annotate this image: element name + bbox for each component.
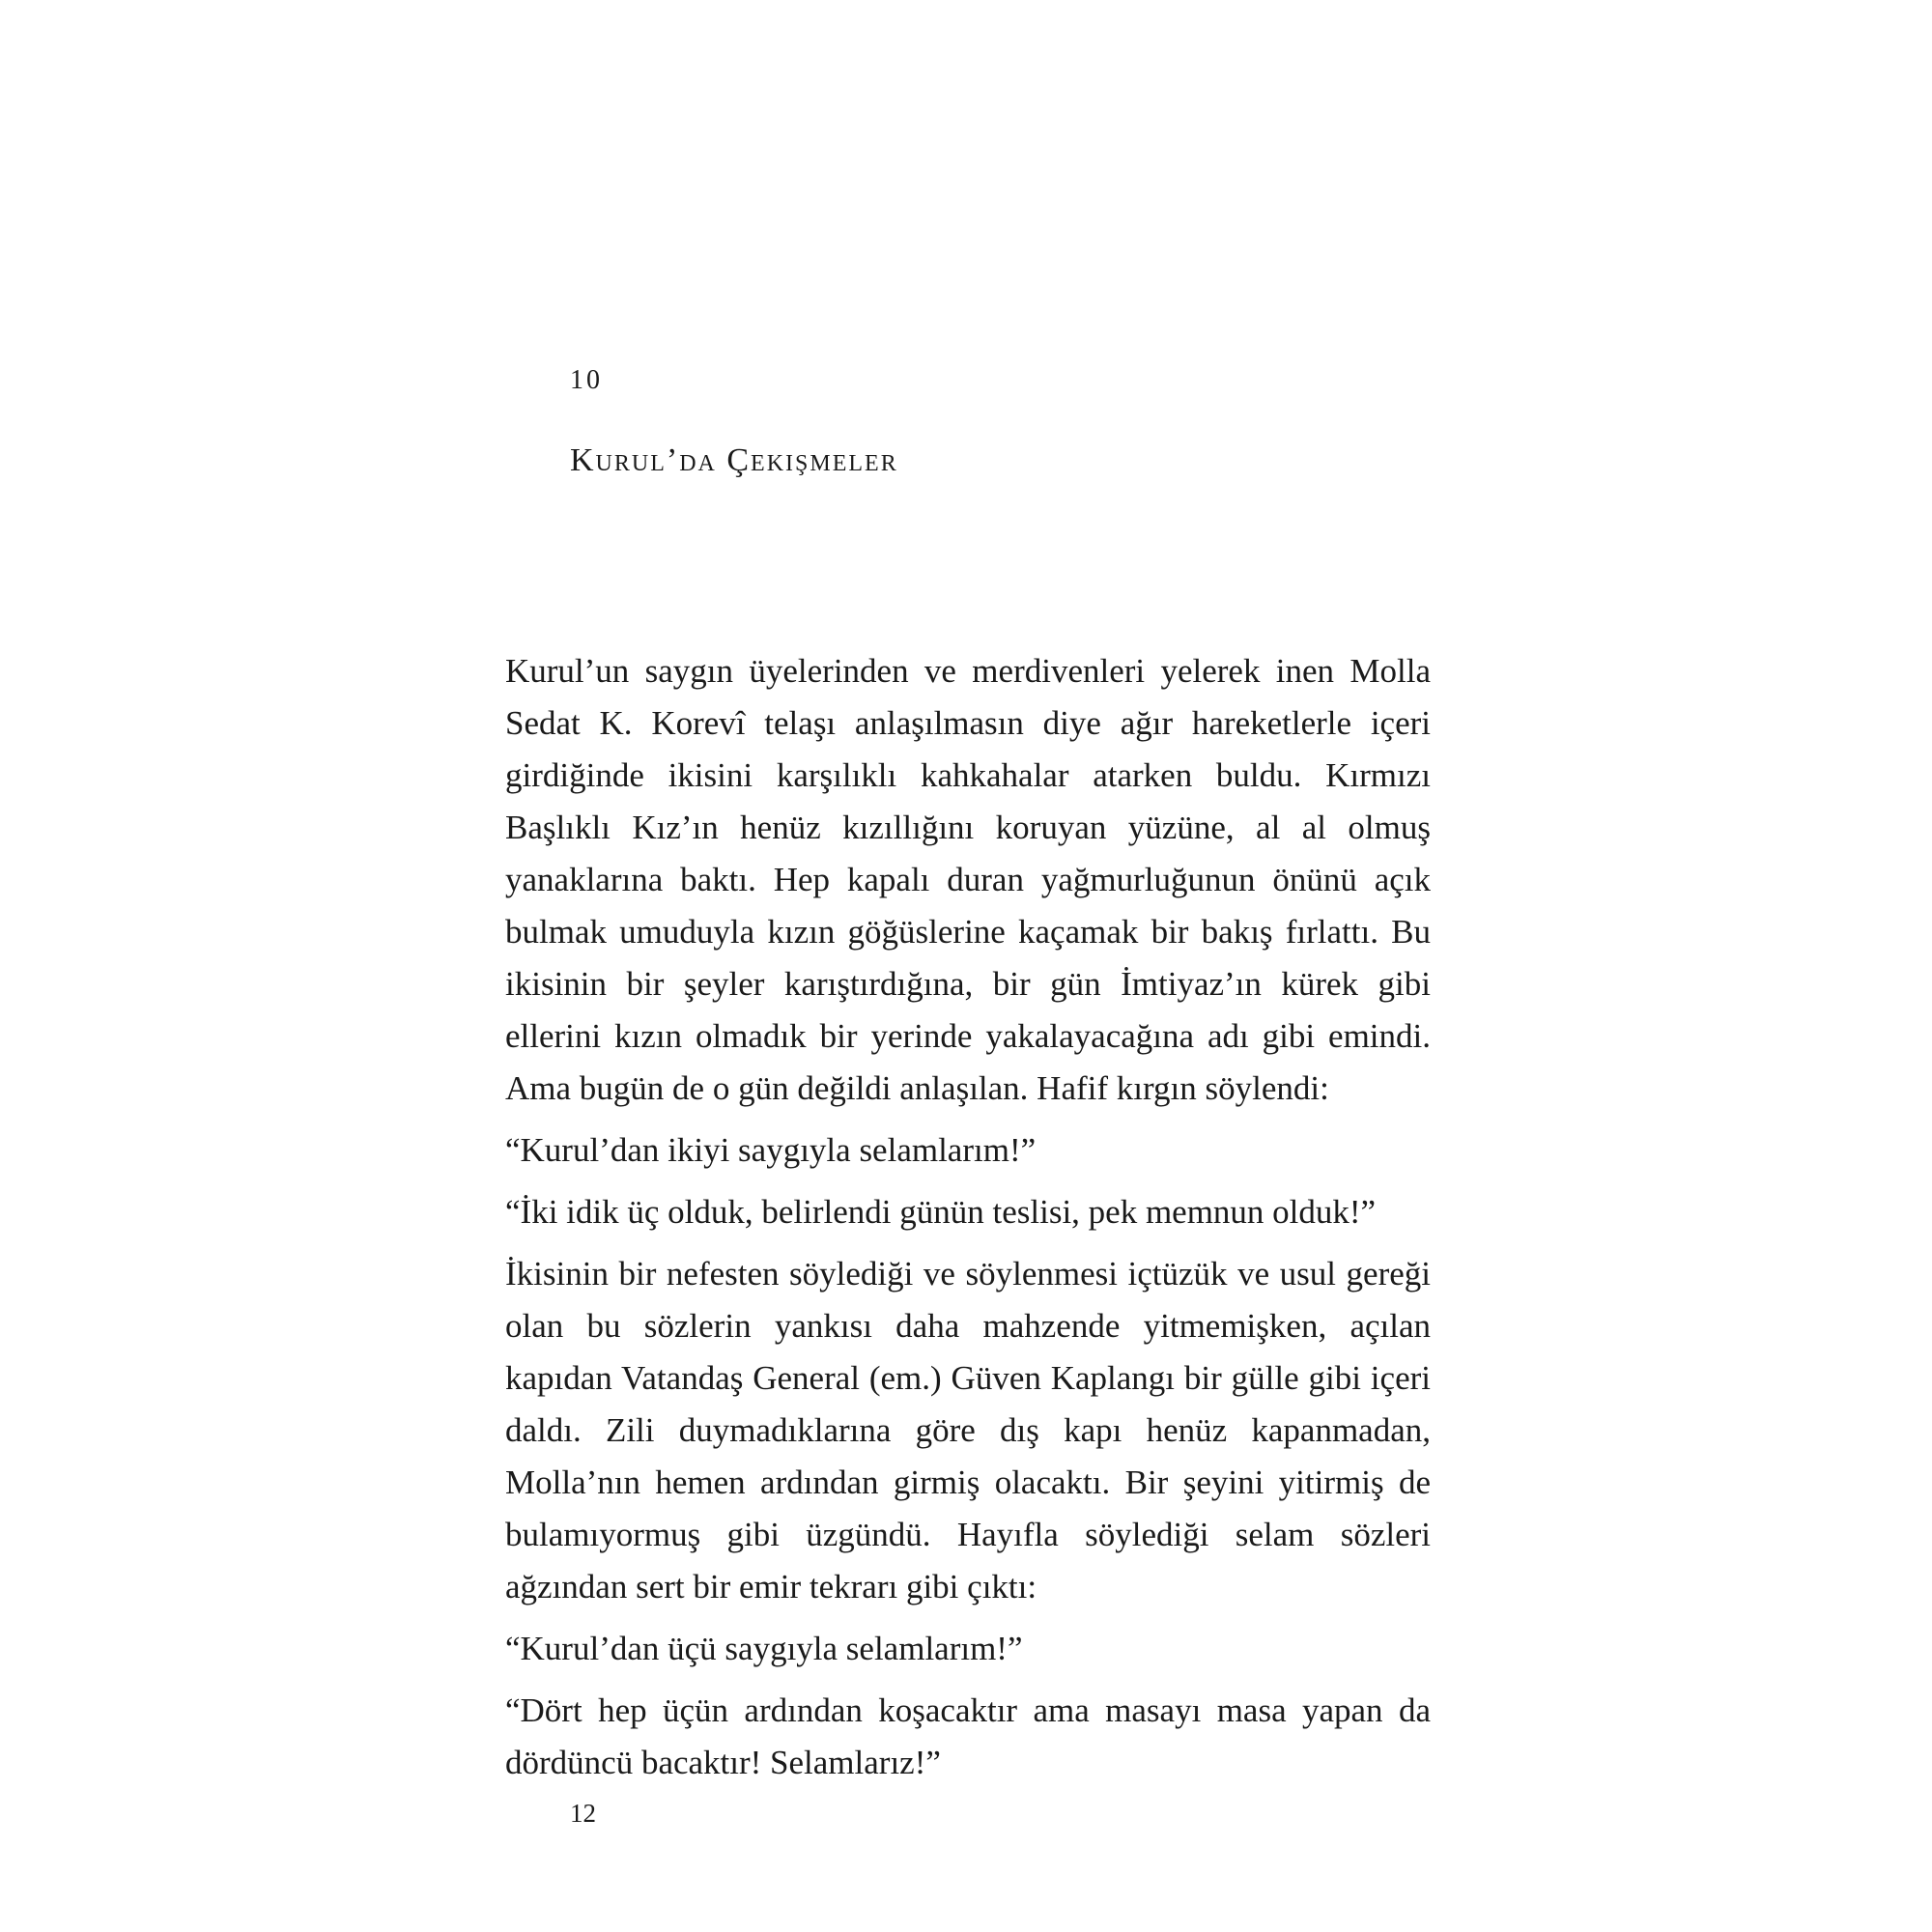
paragraph: “Dört hep üçün ardından koşacaktır ama masayı masa yapan da dördüncü bacaktır! Selamlarız!” [505,1691,1431,1781]
dialogue-line: “İki idik üç olduk, belirlendi günün teslisi, pek memnun olduk!” [505,1193,1377,1231]
page-number: 12 [570,1799,596,1828]
dialogue-line: “Kurul’dan üçü saygıyla selamlarım!” [505,1630,1023,1667]
dialogue-line: “Kurul’dan ikiyi saygıyla selamlarım!” [505,1131,1037,1169]
chapter-title: Kurul’da Çekişmeler [570,442,898,478]
paragraph: İkisinin bir nefesten söylediği ve söylenmesi içtüzük ve usul gereği olan bu sözlerin yankısı daha mahzende yitmemişken, açılan kapıdan Vatandaş General (em.) Güven Kaplangı bir gülle gibi içeri daldı. Zili duymadıklarına göre dış kapı henüz kapanmadan, Molla’nın hemen ardından girmiş olacaktı. Bir şeyini yitirmiş de bulamıyormuş gibi üzgündü. Hayıfla söylediği selam sözleri ağzından sert bir emir tekrarı gibi çıktı: [505,1255,1431,1605]
chapter-number: 10 [570,365,603,395]
paragraph: Kurul’un saygın üyelerinden ve merdivenleri yelerek inen Molla Sedat K. Korevî telaşı anlaşılmasın diye ağır hareketlerle içeri girdiğinde ikisini karşılıklı kahkahalar atarken buldu. Kırmızı Başlıklı Kız’ın henüz kızıllığını koruyan yüzüne, al al olmuş yanaklarına baktı. Hep kapalı duran yağmurluğunun önünü açık bulmak umuduyla kızın göğüslerine kaçamak bir bakış fırlattı. Bu ikisinin bir şeyler karıştırdığına, bir gün İmtiyaz’ın kürek gibi ellerini kızın olmadık bir yerinde yakalayacağına adı gibi emindi. Ama bugün de o gün değildi anlaşılan. Hafif kırgın söylendi: [505,652,1431,1107]
body-text [505,645,1431,1799]
